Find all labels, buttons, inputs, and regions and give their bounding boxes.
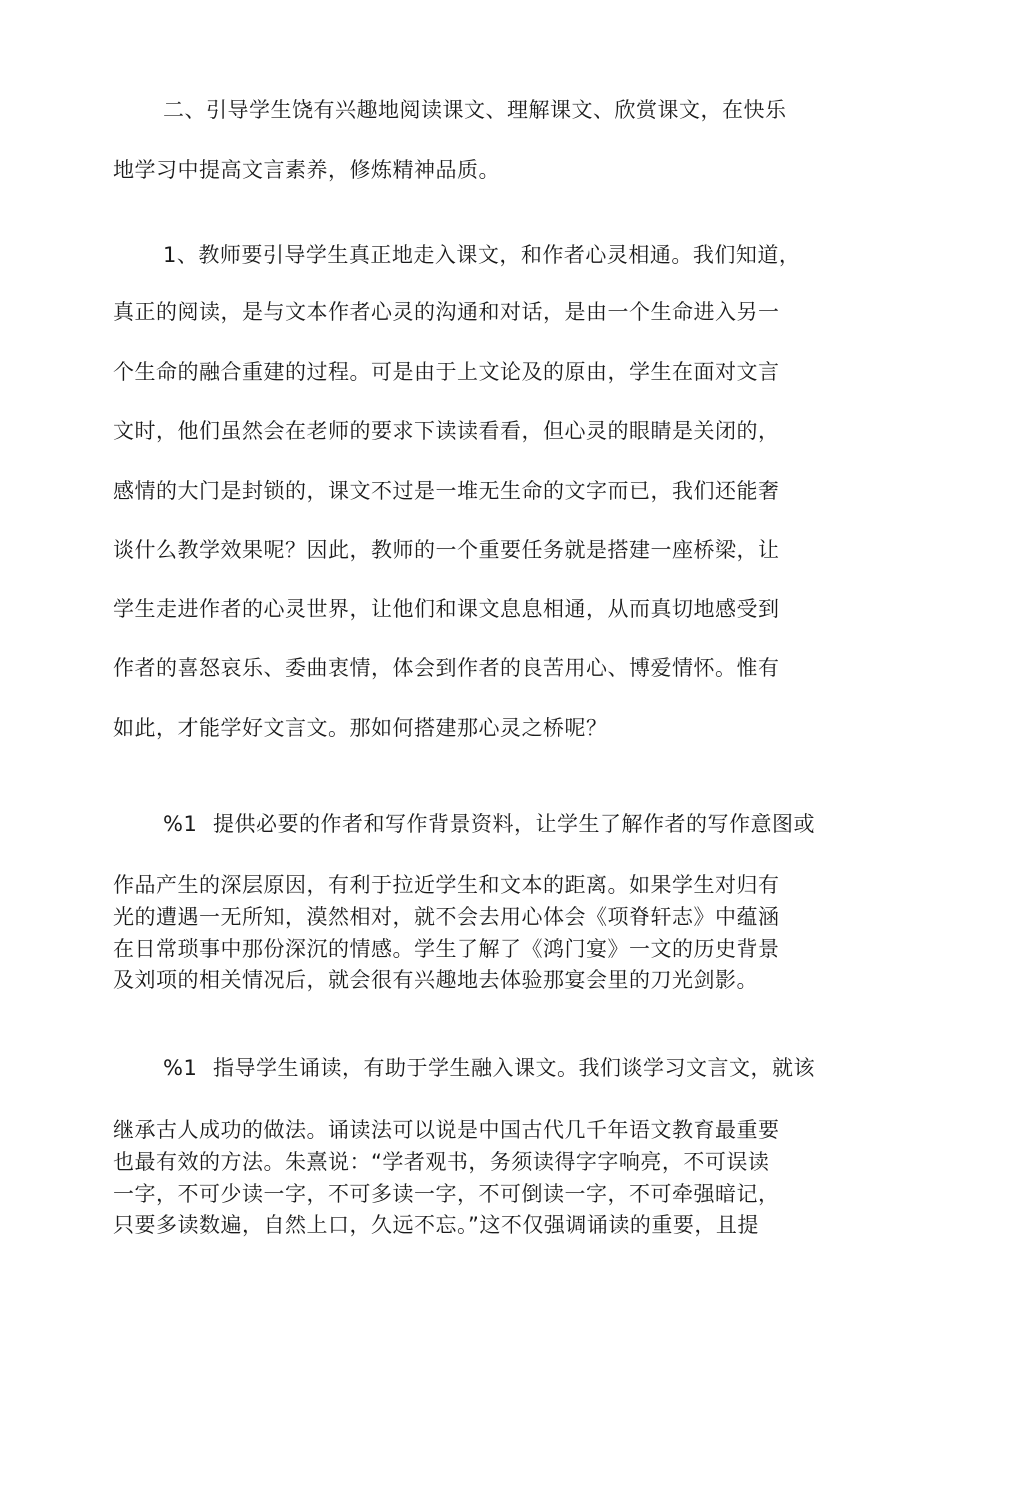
paragraph-1-line-9: 如此，才能学好文言文。那如何搭建那心灵之桥呢？ [113,716,608,740]
paragraph-1-line-4: 文时，他们虽然会在老师的要求下读读看看，但心灵的眼睛是关闭的， [113,419,780,443]
item-2-line-3: 也最有效的方法。朱熹说：“学者观书，务须读得字字响亮，不可误读 [113,1150,770,1174]
item-1-first-line-text: 提供必要的作者和写作背景资料，让学生了解作者的写作意图或 [213,812,815,836]
paragraph-1-line-2: 真正的阅读，是与文本作者心灵的沟通和对话，是由一个生命进入另一 [113,300,780,324]
item-1-first-line [163,814,815,835]
paragraph-1-line-1: 1、教师要引导学生真正地走入课文，和作者心灵相通。我们知道， [163,243,801,267]
item-1-line-4: 在日常琐事中那份深沉的情感。学生了解了《鸿门宴》一文的历史背景 [113,937,780,961]
paragraph-1-line-5: 感情的大门是封锁的，课文不过是一堆无生命的文字而已，我们还能奢 [113,479,780,503]
item-1-line-3: 光的遭遇一无所知，漠然相对，就不会去用心体会《项脊轩志》中蕴涵 [113,905,780,929]
item-1-line-5: 及刘项的相关情况后，就会很有兴趣地去体验那宴会里的刀光剑影。 [113,968,758,992]
section-heading-line-1: 二、引导学生饶有兴趣地阅读课文、理解课文、欣赏课文，在快乐 [163,98,787,122]
item-2-line-4: 一字，不可少读一字，不可多读一字，不可倒读一字，不可牵强暗记， [113,1182,780,1206]
paragraph-1-line-7: 学生走进作者的心灵世界，让他们和课文息息相通，从而真切地感受到 [113,597,780,621]
item-2-line-2: 继承古人成功的做法。诵读法可以说是中国古代几千年语文教育最重要 [113,1118,780,1142]
paragraph-1-line-8: 作者的喜怒哀乐、委曲衷情，体会到作者的良苦用心、博爱情怀。惟有 [113,656,780,680]
item-2-first-line-text: 指导学生诵读，有助于学生融入课文。我们谈学习文言文，就该 [213,1056,815,1080]
paragraph-1-line-3: 个生命的融合重建的过程。可是由于上文论及的原由，学生在面对文言 [113,360,780,384]
item-2-first-line [163,1058,815,1079]
item-1-line-2: 作品产生的深层原因，有利于拉近学生和文本的距离。如果学生对归有 [113,873,780,897]
item-2-marker: %1 [163,1056,198,1080]
item-2-line-5: 只要多读数遍，自然上口，久远不忘。”这不仅强调诵读的重要，且提 [113,1213,759,1237]
item-1-marker: %1 [163,812,198,836]
paragraph-1-line-6: 谈什么教学效果呢？因此，教师的一个重要任务就是搭建一座桥梁，让 [113,538,780,562]
section-heading-line-2: 地学习中提高文言素养，修炼精神品质。 [113,158,500,182]
